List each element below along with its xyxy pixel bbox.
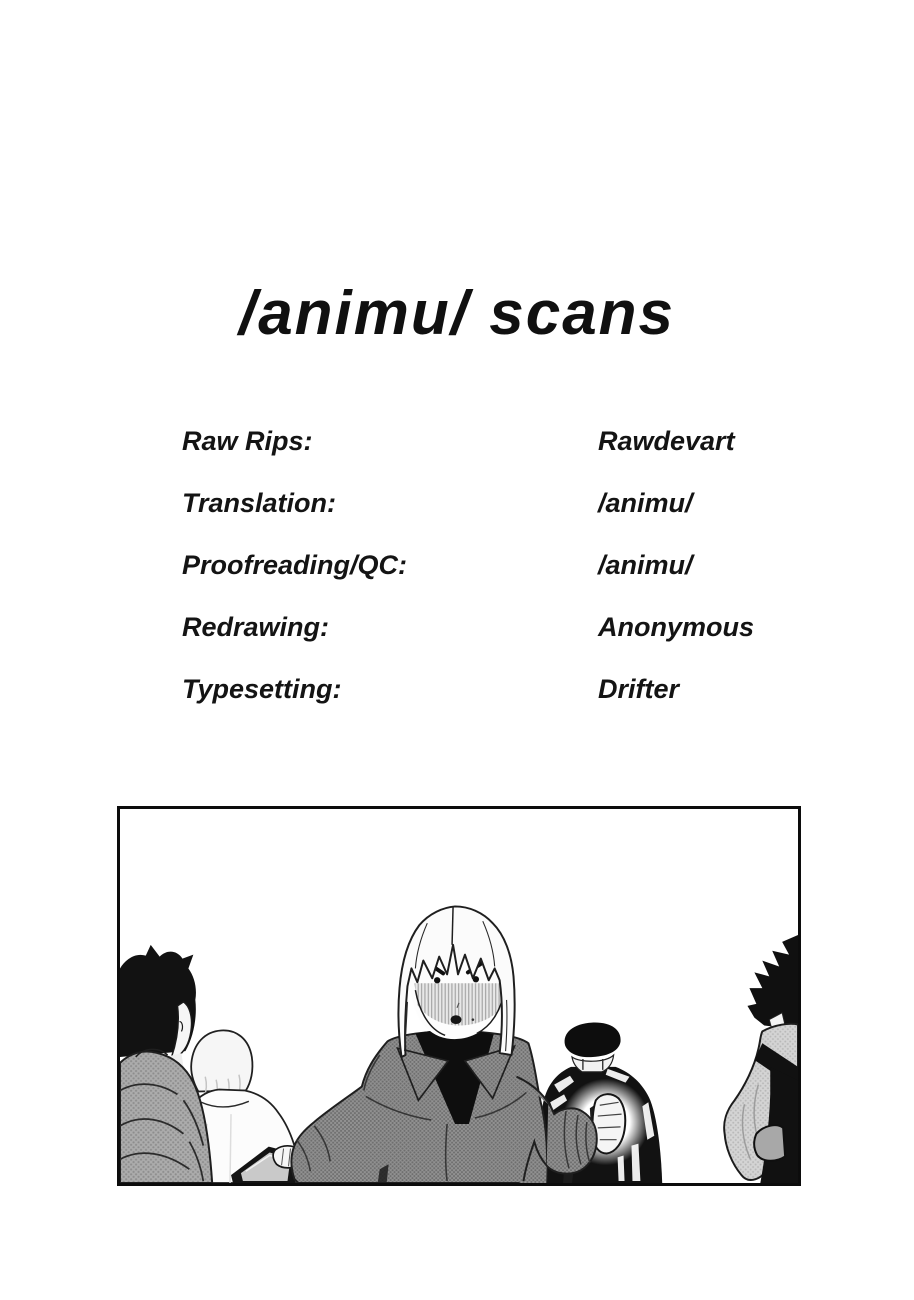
credit-name: /animu/ xyxy=(598,487,693,518)
credit-name: Rawdevart xyxy=(598,425,735,456)
credit-role: Raw Rips: xyxy=(182,425,313,456)
manga-panel-drawing xyxy=(120,809,798,1183)
credit-row-proofreading xyxy=(182,534,742,596)
page-title: /animu/ scans xyxy=(238,279,676,348)
credit-role: Translation: xyxy=(182,487,337,518)
manga-panel-illustration xyxy=(117,806,801,1186)
left-eye xyxy=(434,977,440,983)
credit-role: Proofreading/QC: xyxy=(182,549,408,580)
credit-name: /animu/ xyxy=(598,549,693,580)
credit-row-translation xyxy=(182,472,742,534)
credit-name: Anonymous xyxy=(598,611,755,642)
backpack-pocket xyxy=(754,1125,785,1160)
credit-row-raw-rips xyxy=(182,410,742,472)
open-mouth xyxy=(451,1015,462,1024)
credits-list xyxy=(182,410,755,720)
credit-role: Typesetting: xyxy=(182,673,342,704)
credit-row-typesetting xyxy=(182,658,742,720)
credit-role: Redrawing: xyxy=(182,611,330,642)
credit-name: Drifter xyxy=(598,673,680,704)
credit-row-redrawing xyxy=(182,596,755,658)
